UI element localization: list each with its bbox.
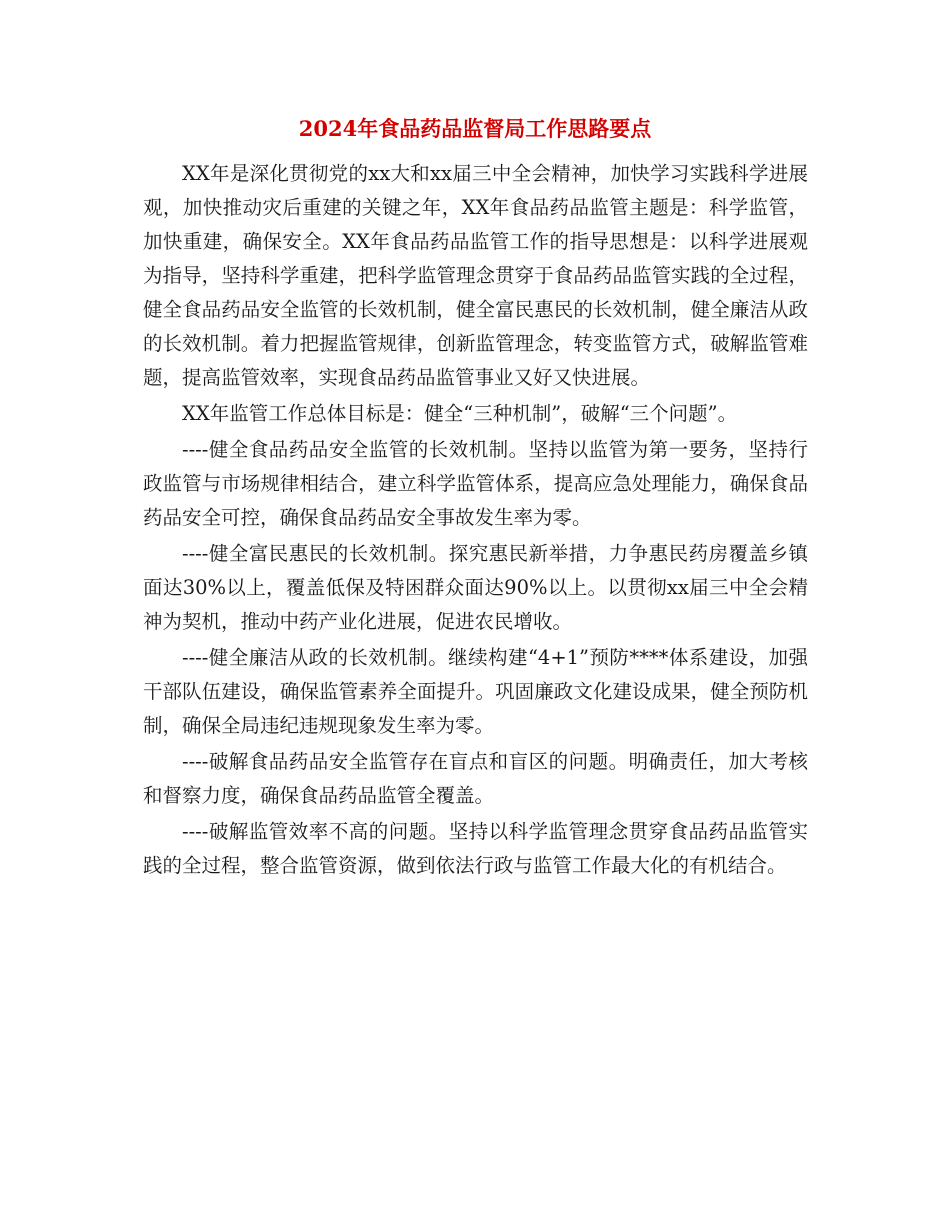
paragraph-overall-goal: XX年监管工作总体目标是：健全“三种机制”，破解“三个问题”。: [182, 402, 738, 425]
paragraph-blind-spot-problem: ----破解食品药品安全监管存在盲点和盲区的问题。明确责任，加大考核和督察力度，确保食品药品监管全覆盖。: [143, 750, 808, 807]
paragraph-benefit-mechanism: ----健全富民惠民的长效机制。探究惠民新举措，力争惠民药房覆盖乡镇面达30%以上，覆盖低保及特困群众面达90%以上。以贯彻xx届三中全会精神为契机，推动中药产业化进展，促进农民增收。: [143, 542, 808, 633]
document-body: [143, 157, 808, 883]
paragraph-safety-mechanism: ----健全食品药品安全监管的长效机制。坚持以监管为第一要务，坚持行政监管与市场规律相结合，建立科学监管体系，提高应急处理能力，确保食品药品安全可控，确保食品药品安全事故发生率为零。: [143, 438, 808, 529]
paragraph-guiding-thought: XX年是深化贯彻党的xx大和xx届三中全会精神，加快学习实践科学进展观，加快推动灾后重建的关键之年，XX年食品药品监管主题是：科学监管，加快重建，确保安全。XX年食品药品监管工作的指导思想是：以科学进展观为指导，坚持科学重建，把科学监管理念贯穿于食品药品监管实践的全过程，健全食品药品安全监管的长效机制，健全富民惠民的长效机制，健全廉洁从政的长效机制。着力把握监管规律，创新监管理念，转变监管方式，破解监管难题，提高监管效率，实现食品药品监管事业又好又快进展。: [143, 162, 808, 389]
paragraph-efficiency-problem: ----破解监管效率不高的问题。坚持以科学监管理念贯穿食品药品监管实践的全过程，整合监管资源，做到依法行政与监管工作最大化的有机结合。: [143, 820, 808, 877]
paragraph-integrity-mechanism: ----健全廉洁从政的长效机制。继续构建“4+1”预防****体系建设，加强干部队伍建设，确保监管素养全面提升。巩固廉政文化建设成果，健全预防机制，确保全局违纪违规现象发生率为零。: [143, 646, 808, 737]
document-title: 2024年食品药品监督局工作思路要点: [298, 116, 652, 141]
